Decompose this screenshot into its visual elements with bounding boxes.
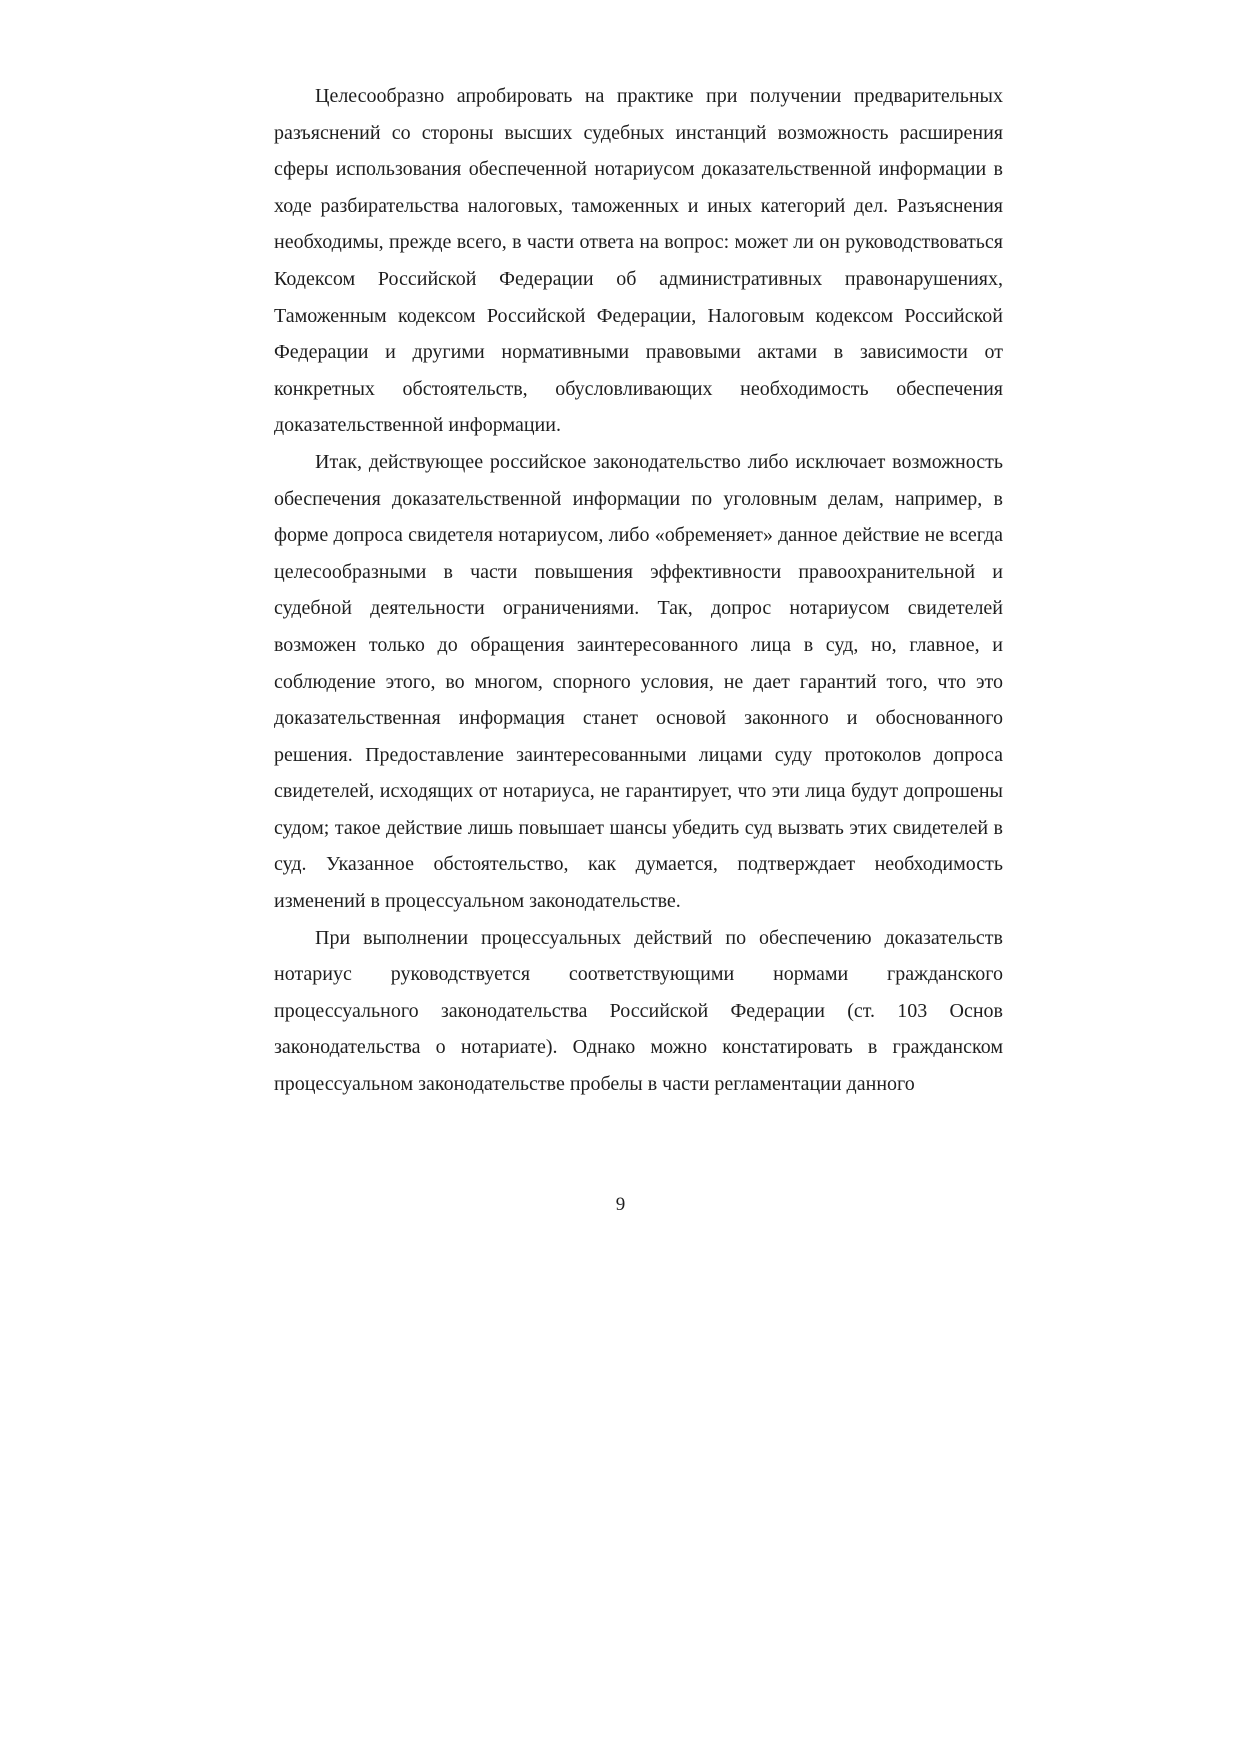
- paragraph-1: Целесообразно апробировать на практике при получении предварительных разъяснений со стороны высших судебных инстанций возможность расширения сферы использования обеспеченной нотариусом доказательственной информации в ходе разбирательства налоговых, таможенных и иных категорий дел. Разъяснения необходимы, прежде всего, в части ответа на вопрос: может ли он руководствоваться Кодексом Российской Федерации об административных правонарушениях, Таможенным кодексом Российской Федерации, Налоговым кодексом Российской Федерации и другими нормативными правовыми актами в зависимости от конкретных обстоятельств, обусловливающих необходимость обеспечения доказательственной информации.: [274, 85, 1003, 437]
- page-number: 9: [615, 1194, 626, 1215]
- body-text: [274, 78, 1003, 1103]
- paragraph-2: Итак, действующее российское законодательство либо исключает возможность обеспечения доказательственной информации по уголовным делам, например, в форме допроса свидетеля нотариусом, либо «обременяет» данное действие не всегда целесообразными в части повышения эффективности правоохранительной и судебной деятельности ограничениями. Так, допрос нотариусом свидетелей возможен только до обращения заинтересованного лица в суд, но, главное, и соблюдение этого, во многом, спорного условия, не дает гарантий того, что это доказательственная информация станет основой законного и обоснованного решения. Предоставление заинтересованными лицами суду протоколов допроса свидетелей, исходящих от нотариуса, не гарантирует, что эти лица будут допрошены судом; такое действие лишь повышает шансы убедить суд вызвать этих свидетелей в суд. Указанное обстоятельство, как думается, подтверждает необходимость изменений в процессуальном законодательстве.: [274, 450, 1003, 913]
- paragraph-3: При выполнении процессуальных действий по обеспечению доказательств нотариус руководствуется соответствующими нормами гражданского процессуального законодательства Российской Федерации (ст. 103 Основ законодательства о нотариате). Однако можно констатировать в гражданском процессуальном законодательстве пробелы в части регламентации данного: [274, 926, 1003, 1096]
